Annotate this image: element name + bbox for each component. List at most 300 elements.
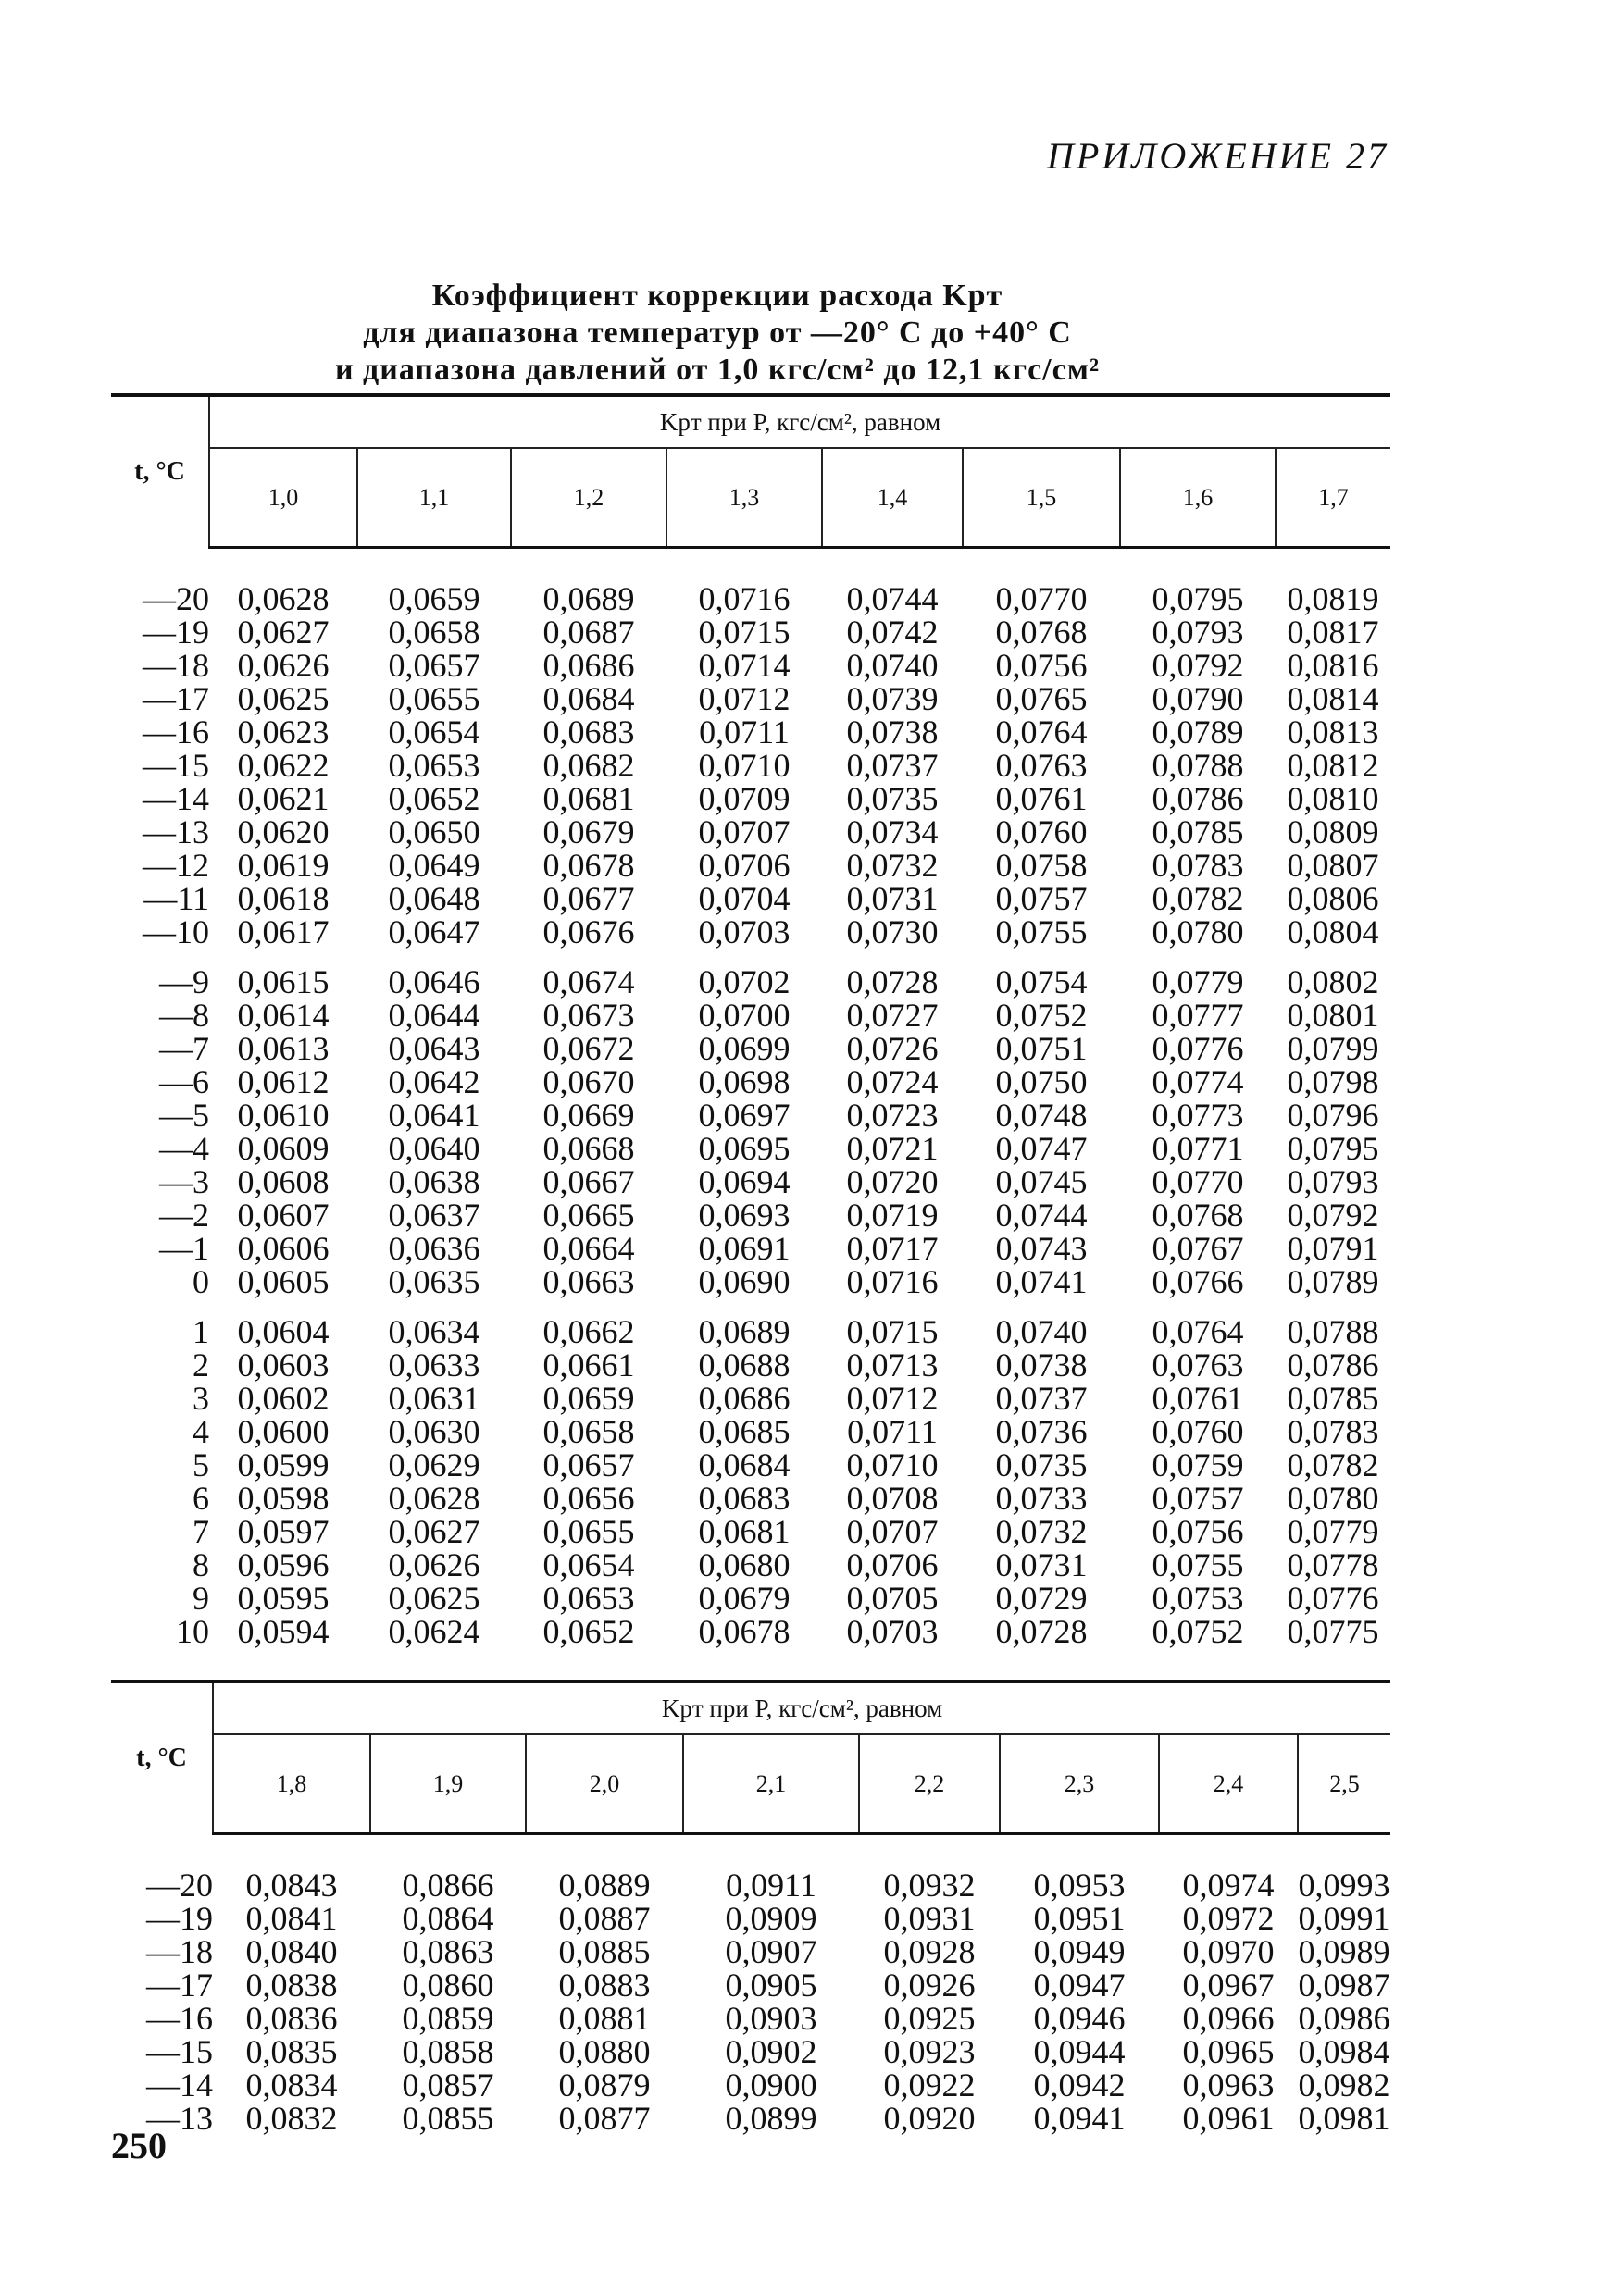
coefficient-cell: 0,0841 xyxy=(245,1900,338,1937)
table-row xyxy=(111,999,1390,1032)
t-column-header: t, °C xyxy=(111,1682,213,1834)
table-row xyxy=(111,1232,1390,1265)
coefficient-cell: 0,0600 xyxy=(237,1413,330,1450)
coefficient-cell: 0,0840 xyxy=(245,1933,338,1970)
coefficient-cell: 0,0628 xyxy=(388,1480,480,1517)
coefficient-cell: 0,0691 xyxy=(698,1230,791,1267)
coefficient-cell: 0,0788 xyxy=(1287,1313,1379,1350)
coefficient-cell: 0,0663 xyxy=(542,1263,635,1300)
coefficient-cell: 0,0739 xyxy=(846,680,939,717)
coefficient-cell: 0,0789 xyxy=(1287,1263,1379,1300)
t-column-header: t, °C xyxy=(111,395,209,548)
coefficient-cell: 0,0619 xyxy=(237,847,330,884)
coefficient-cell: 0,0810 xyxy=(1287,780,1379,817)
coefficient-cell: 0,0858 xyxy=(402,2033,494,2070)
coefficient-cell: 0,0680 xyxy=(698,1546,791,1583)
coefficient-cell: 0,0766 xyxy=(1152,1263,1244,1300)
coefficient-cell: 0,0752 xyxy=(1152,1613,1244,1650)
coefficient-cell: 0,0792 xyxy=(1152,647,1244,684)
coefficient-cell: 0,0668 xyxy=(542,1130,635,1167)
table-row xyxy=(111,849,1390,882)
coefficient-cell: 0,0684 xyxy=(542,680,635,717)
coefficient-cell: 0,0834 xyxy=(245,2066,338,2104)
coefficient-cell: 0,0748 xyxy=(995,1097,1088,1134)
coefficient-cell: 0,0603 xyxy=(237,1347,330,1384)
temperature-cell: 9 xyxy=(193,1580,209,1617)
appendix-title: ПРИЛОЖЕНИЕ 27 xyxy=(1047,135,1389,177)
coefficient-cell: 0,0690 xyxy=(698,1263,791,1300)
temperature-cell: —16 xyxy=(143,714,209,751)
coefficient-cell: 0,0993 xyxy=(1298,1867,1390,1904)
coefficient-cell: 0,0686 xyxy=(698,1380,791,1417)
temperature-cell: 6 xyxy=(193,1480,209,1517)
coefficient-cell: 0,0657 xyxy=(388,647,480,684)
coefficient-cell: 0,0814 xyxy=(1287,680,1379,717)
coefficient-cell: 0,0835 xyxy=(245,2033,338,2070)
coefficient-cell: 0,0707 xyxy=(846,1513,939,1550)
table-row xyxy=(111,1382,1390,1415)
coefficient-cell: 0,0776 xyxy=(1287,1580,1379,1617)
coefficient-cell: 0,0981 xyxy=(1298,2100,1390,2137)
coefficient-cell: 0,0942 xyxy=(1033,2066,1126,2104)
coefficient-cell: 0,0819 xyxy=(1287,580,1379,617)
coefficient-cell: 0,0755 xyxy=(1152,1546,1244,1583)
coefficient-cell: 0,0974 xyxy=(1182,1867,1275,1904)
coefficient-cell: 0,0951 xyxy=(1033,1900,1126,1937)
table-row xyxy=(111,782,1390,815)
coefficient-cell: 0,0991 xyxy=(1298,1900,1390,1937)
coefficient-cell: 0,0636 xyxy=(388,1230,480,1267)
coefficient-cell: 0,0641 xyxy=(388,1097,480,1134)
coefficient-cell: 0,0733 xyxy=(995,1480,1088,1517)
coefficient-cell: 0,0755 xyxy=(995,913,1088,950)
coefficient-cell: 0,0768 xyxy=(1152,1197,1244,1234)
coefficient-cell: 0,0659 xyxy=(388,580,480,617)
coefficient-cell: 0,0626 xyxy=(388,1546,480,1583)
coefficient-cell: 0,0785 xyxy=(1287,1380,1379,1417)
coefficient-cell: 0,0986 xyxy=(1298,2000,1390,2037)
temperature-cell: 0 xyxy=(193,1263,209,1300)
coefficient-cell: 0,0698 xyxy=(698,1063,791,1100)
table-row xyxy=(111,1198,1390,1232)
coefficient-cell: 0,0630 xyxy=(388,1413,480,1450)
coefficient-cell: 0,0724 xyxy=(846,1063,939,1100)
coefficient-cell: 0,0595 xyxy=(237,1580,330,1617)
temperature-cell: —12 xyxy=(143,847,209,884)
coefficient-cell: 0,0757 xyxy=(995,880,1088,917)
table-row xyxy=(111,915,1390,949)
coefficient-cell: 0,0726 xyxy=(846,1030,939,1067)
coefficient-cell: 0,0843 xyxy=(245,1867,338,1904)
coefficient-cell: 0,0743 xyxy=(995,1230,1088,1267)
coefficient-cell: 0,0714 xyxy=(698,647,791,684)
table-row xyxy=(111,1032,1390,1065)
pressure-header: 2,4 xyxy=(1159,1734,1298,1834)
coefficient-cell: 0,0723 xyxy=(846,1097,939,1134)
coefficient-cell: 0,0880 xyxy=(558,2033,651,2070)
table-row xyxy=(111,682,1390,715)
coefficient-cell: 0,0627 xyxy=(237,614,330,651)
coefficient-cell: 0,0618 xyxy=(237,880,330,917)
table-row xyxy=(111,1548,1390,1582)
pressure-header: 2,1 xyxy=(683,1734,859,1834)
coefficient-cell: 0,0679 xyxy=(698,1580,791,1617)
coefficient-cell: 0,0864 xyxy=(402,1900,494,1937)
coefficient-cell: 0,0931 xyxy=(883,1900,976,1937)
coefficient-cell: 0,0855 xyxy=(402,2100,494,2137)
coefficient-cell: 0,0629 xyxy=(388,1446,480,1483)
coefficient-cell: 0,0771 xyxy=(1152,1130,1244,1167)
coefficient-cell: 0,0786 xyxy=(1152,780,1244,817)
coefficient-cell: 0,0626 xyxy=(237,647,330,684)
coefficient-cell: 0,0946 xyxy=(1033,2000,1126,2037)
coefficient-cell: 0,0683 xyxy=(698,1480,791,1517)
coefficient-cell: 0,0816 xyxy=(1287,647,1379,684)
temperature-cell: —3 xyxy=(159,1163,209,1200)
coefficient-cell: 0,0605 xyxy=(237,1263,330,1300)
coefficient-cell: 0,0780 xyxy=(1152,913,1244,950)
coefficient-cell: 0,0757 xyxy=(1152,1480,1244,1517)
coefficient-cell: 0,0813 xyxy=(1287,714,1379,751)
coefficient-cell: 0,0783 xyxy=(1287,1413,1379,1450)
coefficient-cell: 0,0653 xyxy=(388,747,480,784)
coefficient-cell: 0,0599 xyxy=(237,1446,330,1483)
coefficient-cell: 0,0902 xyxy=(725,2033,817,2070)
table-row xyxy=(111,1348,1390,1382)
table-row xyxy=(111,715,1390,749)
coefficient-cell: 0,0620 xyxy=(237,813,330,850)
coefficient-cell: 0,0768 xyxy=(995,614,1088,651)
pressure-header: 1,4 xyxy=(822,448,963,548)
coefficient-cell: 0,0598 xyxy=(237,1480,330,1517)
coefficient-cell: 0,0711 xyxy=(847,1413,938,1450)
coefficient-cell: 0,0961 xyxy=(1182,2100,1275,2137)
coefficient-cell: 0,0638 xyxy=(388,1163,480,1200)
coefficient-cell: 0,0710 xyxy=(698,747,791,784)
coefficient-cell: 0,0740 xyxy=(995,1313,1088,1350)
coefficient-cell: 0,0594 xyxy=(237,1613,330,1650)
coefficient-cell: 0,0789 xyxy=(1152,714,1244,751)
coefficient-cell: 0,0761 xyxy=(995,780,1088,817)
coefficient-cell: 0,0866 xyxy=(402,1867,494,1904)
coefficient-cell: 0,0674 xyxy=(542,963,635,1000)
coefficient-cell: 0,0705 xyxy=(846,1580,939,1617)
pressure-header: 1,6 xyxy=(1120,448,1276,548)
coefficient-cell: 0,0735 xyxy=(995,1446,1088,1483)
temperature-cell: 7 xyxy=(193,1513,209,1550)
pressure-header: 1,3 xyxy=(666,448,822,548)
coefficient-cell: 0,0737 xyxy=(846,747,939,784)
coefficient-cell: 0,0602 xyxy=(237,1380,330,1417)
coefficient-cell: 0,0756 xyxy=(995,647,1088,684)
table-row xyxy=(111,1415,1390,1448)
coefficient-cell: 0,0653 xyxy=(542,1580,635,1617)
temperature-cell: —18 xyxy=(146,1933,213,1970)
coefficient-cell: 0,0809 xyxy=(1287,813,1379,850)
coefficient-cell: 0,0751 xyxy=(995,1030,1088,1067)
temperature-cell: —11 xyxy=(143,880,209,917)
temperature-cell: 5 xyxy=(193,1446,209,1483)
coefficient-cell: 0,0765 xyxy=(995,680,1088,717)
coefficient-cell: 0,0804 xyxy=(1287,913,1379,950)
coefficient-cell: 0,0706 xyxy=(846,1546,939,1583)
temperature-cell: —16 xyxy=(146,2000,213,2037)
coefficient-cell: 0,0905 xyxy=(725,1967,817,2004)
coefficient-cell: 0,0643 xyxy=(388,1030,480,1067)
coefficient-cell: 0,0928 xyxy=(883,1933,976,1970)
coefficient-cell: 0,0760 xyxy=(1152,1413,1244,1450)
coefficient-cell: 0,0881 xyxy=(558,2000,651,2037)
coefficient-cell: 0,0925 xyxy=(883,2000,976,2037)
temperature-cell: —14 xyxy=(146,2066,213,2104)
table-row xyxy=(111,1315,1390,1348)
coefficient-cell: 0,0712 xyxy=(846,1380,939,1417)
pressure-header: 1,7 xyxy=(1276,448,1390,548)
coefficient-cell: 0,0676 xyxy=(542,913,635,950)
table-row xyxy=(111,582,1390,615)
coefficient-cell: 0,0877 xyxy=(558,2100,651,2137)
coefficient-cell: 0,0715 xyxy=(846,1313,939,1350)
coefficient-cell: 0,0752 xyxy=(995,997,1088,1034)
temperature-cell: —2 xyxy=(159,1197,209,1234)
coefficient-cell: 0,0667 xyxy=(542,1163,635,1200)
coefficient-cell: 0,0707 xyxy=(698,813,791,850)
temperature-cell: —13 xyxy=(146,2100,213,2137)
temperature-cell: —14 xyxy=(143,780,209,817)
coefficient-cell: 0,0685 xyxy=(698,1413,791,1450)
coefficient-cell: 0,0677 xyxy=(542,880,635,917)
coefficient-cell: 0,0731 xyxy=(846,880,939,917)
temperature-cell: —17 xyxy=(146,1967,213,2004)
table-row xyxy=(111,1132,1390,1165)
coefficient-cell: 0,0627 xyxy=(388,1513,480,1550)
coefficient-cell: 0,0644 xyxy=(388,997,480,1034)
coefficient-cell: 0,0716 xyxy=(846,1263,939,1300)
coefficient-cell: 0,0780 xyxy=(1287,1480,1379,1517)
coefficient-cell: 0,0785 xyxy=(1152,813,1244,850)
coefficient-cell: 0,0788 xyxy=(1152,747,1244,784)
coefficient-cell: 0,0624 xyxy=(388,1613,480,1650)
temperature-cell: —7 xyxy=(159,1030,209,1067)
coefficient-cell: 0,0679 xyxy=(542,813,635,850)
temperature-cell: —15 xyxy=(143,747,209,784)
coefficient-cell: 0,0984 xyxy=(1298,2033,1390,2070)
coefficient-cell: 0,0796 xyxy=(1287,1097,1379,1134)
coefficient-cell: 0,0637 xyxy=(388,1197,480,1234)
coefficient-cell: 0,0774 xyxy=(1152,1063,1244,1100)
temperature-cell: —9 xyxy=(159,963,209,1000)
coefficient-cell: 0,0778 xyxy=(1287,1546,1379,1583)
coefficient-cell: 0,0761 xyxy=(1152,1380,1244,1417)
coefficient-cell: 0,0879 xyxy=(558,2066,651,2104)
coefficient-cell: 0,0970 xyxy=(1182,1933,1275,1970)
coefficient-cell: 0,0859 xyxy=(402,2000,494,2037)
coefficient-cell: 0,0697 xyxy=(698,1097,791,1134)
coefficient-cell: 0,0883 xyxy=(558,1967,651,2004)
coefficient-cell: 0,0860 xyxy=(402,1967,494,2004)
coefficient-cell: 0,0806 xyxy=(1287,880,1379,917)
coefficient-cell: 0,0920 xyxy=(883,2100,976,2137)
coefficient-cell: 0,0909 xyxy=(725,1900,817,1937)
coefficient-cell: 0,0650 xyxy=(388,813,480,850)
coefficient-cell: 0,0889 xyxy=(558,1867,651,1904)
coefficient-cell: 0,0764 xyxy=(1152,1313,1244,1350)
coefficient-cell: 0,0963 xyxy=(1182,2066,1275,2104)
coefficient-cell: 0,0612 xyxy=(237,1063,330,1100)
coefficient-cell: 0,0687 xyxy=(542,614,635,651)
coefficient-cell: 0,0966 xyxy=(1182,2000,1275,2037)
title-line-1: Коэффициент коррекции расхода Kpт xyxy=(431,279,1003,313)
coefficient-cell: 0,0932 xyxy=(883,1867,976,1904)
coefficient-cell: 0,0802 xyxy=(1287,963,1379,1000)
table-row xyxy=(111,1902,1390,1935)
coefficient-cell: 0,0652 xyxy=(388,780,480,817)
coefficient-cell: 0,0817 xyxy=(1287,614,1379,651)
coefficient-cell: 0,0922 xyxy=(883,2066,976,2104)
coefficient-cell: 0,0681 xyxy=(542,780,635,817)
coefficient-cell: 0,0731 xyxy=(995,1546,1088,1583)
coefficient-cell: 0,0631 xyxy=(388,1380,480,1417)
coefficient-cell: 0,0694 xyxy=(698,1163,791,1200)
coefficient-cell: 0,0678 xyxy=(698,1613,791,1650)
coefficient-cell: 0,0657 xyxy=(542,1446,635,1483)
coefficient-cell: 0,0836 xyxy=(245,2000,338,2037)
coefficient-cell: 0,0742 xyxy=(846,614,939,651)
coefficient-cell: 0,0614 xyxy=(237,997,330,1034)
coefficient-cell: 0,0728 xyxy=(846,963,939,1000)
coefficient-cell: 0,0773 xyxy=(1152,1097,1244,1134)
coefficient-cell: 0,0783 xyxy=(1152,847,1244,884)
coefficient-cell: 0,0758 xyxy=(995,847,1088,884)
table-row xyxy=(111,649,1390,682)
coefficient-cell: 0,0655 xyxy=(388,680,480,717)
table-title xyxy=(222,278,1213,389)
coefficient-cell: 0,0662 xyxy=(542,1313,635,1350)
coefficient-cell: 0,0782 xyxy=(1287,1446,1379,1483)
page-number: 250 xyxy=(111,2125,167,2166)
coefficient-cell: 0,0807 xyxy=(1287,847,1379,884)
coefficient-cell: 0,0832 xyxy=(245,2100,338,2137)
coefficient-cell: 0,0625 xyxy=(237,680,330,717)
coefficient-cell: 0,0665 xyxy=(542,1197,635,1234)
coefficient-cell: 0,0972 xyxy=(1182,1900,1275,1937)
coefficient-cell: 0,0775 xyxy=(1287,1613,1379,1650)
coefficient-cell: 0,0606 xyxy=(237,1230,330,1267)
coefficient-cell: 0,0795 xyxy=(1152,580,1244,617)
coefficient-cell: 0,0703 xyxy=(846,1613,939,1650)
coefficient-cell: 0,0987 xyxy=(1298,1967,1390,2004)
coefficient-cell: 0,0736 xyxy=(995,1413,1088,1450)
table-row xyxy=(111,1582,1390,1615)
coefficient-cell: 0,0863 xyxy=(402,1933,494,1970)
coefficient-cell: 0,0617 xyxy=(237,913,330,950)
table-row xyxy=(111,1448,1390,1482)
temperature-cell: —10 xyxy=(143,913,209,950)
coefficient-cell: 0,0792 xyxy=(1287,1197,1379,1234)
coefficient-cell: 0,0799 xyxy=(1287,1030,1379,1067)
table-row xyxy=(111,1615,1390,1648)
pressure-header: 1,2 xyxy=(511,448,666,548)
coefficient-cell: 0,0764 xyxy=(995,714,1088,751)
coefficient-cell: 0,0672 xyxy=(542,1030,635,1067)
coefficient-cell: 0,0907 xyxy=(725,1933,817,1970)
coefficient-cell: 0,0716 xyxy=(698,580,791,617)
coefficient-cell: 0,0779 xyxy=(1152,963,1244,1000)
coefficient-cell: 0,0727 xyxy=(846,997,939,1034)
coefficient-cell: 0,0710 xyxy=(846,1446,939,1483)
coefficient-cell: 0,0740 xyxy=(846,647,939,684)
pressure-group-header: Kpт при P, кгс/см², равном xyxy=(209,395,1390,448)
coefficient-cell: 0,0689 xyxy=(542,580,635,617)
coefficient-cell: 0,0622 xyxy=(237,747,330,784)
coefficient-cell: 0,0608 xyxy=(237,1163,330,1200)
coefficient-cell: 0,0613 xyxy=(237,1030,330,1067)
coefficient-cell: 0,0793 xyxy=(1152,614,1244,651)
pressure-header: 2,5 xyxy=(1298,1734,1390,1834)
coefficient-cell: 0,0703 xyxy=(698,913,791,950)
pressure-header: 2,3 xyxy=(1000,1734,1159,1834)
table-row xyxy=(111,1165,1390,1198)
coefficient-cell: 0,0857 xyxy=(402,2066,494,2104)
temperature-cell: —1 xyxy=(159,1230,209,1267)
coefficient-cell: 0,0745 xyxy=(995,1163,1088,1200)
coefficient-cell: 0,0635 xyxy=(388,1263,480,1300)
table-row xyxy=(111,1098,1390,1132)
coefficient-cell: 0,0715 xyxy=(698,614,791,651)
coefficient-cell: 0,0702 xyxy=(698,963,791,1000)
coefficient-cell: 0,0706 xyxy=(698,847,791,884)
coefficient-cell: 0,0721 xyxy=(846,1130,939,1167)
coefficient-cell: 0,0798 xyxy=(1287,1063,1379,1100)
coefficient-cell: 0,0661 xyxy=(542,1347,635,1384)
table-row xyxy=(111,615,1390,649)
coefficient-cell: 0,0732 xyxy=(846,847,939,884)
coefficient-cell: 0,0652 xyxy=(542,1613,635,1650)
coefficient-cell: 0,0686 xyxy=(542,647,635,684)
coefficient-cell: 0,0730 xyxy=(846,913,939,950)
temperature-cell: —6 xyxy=(159,1063,209,1100)
coefficient-cell: 0,0719 xyxy=(846,1197,939,1234)
coefficient-cell: 0,0941 xyxy=(1033,2100,1126,2137)
coefficient-cell: 0,0949 xyxy=(1033,1933,1126,1970)
temperature-cell: —8 xyxy=(159,997,209,1034)
temperature-cell: —20 xyxy=(146,1867,213,1904)
coefficient-cell: 0,0615 xyxy=(237,963,330,1000)
coefficient-cell: 0,0729 xyxy=(995,1580,1088,1617)
coefficient-cell: 0,0648 xyxy=(388,880,480,917)
coefficient-cell: 0,0681 xyxy=(698,1513,791,1550)
title-line-2: для диапазона температур от —20° С до +40° С xyxy=(363,316,1072,350)
coefficient-cell: 0,0923 xyxy=(883,2033,976,2070)
table-row xyxy=(111,815,1390,849)
table-row xyxy=(111,1515,1390,1548)
coefficient-cell: 0,0640 xyxy=(388,1130,480,1167)
coefficient-cell: 0,0982 xyxy=(1298,2066,1390,2104)
coefficient-cell: 0,0678 xyxy=(542,847,635,884)
coefficient-cell: 0,0738 xyxy=(995,1347,1088,1384)
coefficient-cell: 0,0717 xyxy=(846,1230,939,1267)
coefficient-cell: 0,0947 xyxy=(1033,1967,1126,2004)
coefficient-cell: 0,0776 xyxy=(1152,1030,1244,1067)
coefficient-cell: 0,0763 xyxy=(1152,1347,1244,1384)
coefficient-cell: 0,0967 xyxy=(1182,1967,1275,2004)
coefficient-cell: 0,0887 xyxy=(558,1900,651,1937)
pressure-group-header: Kpт при P, кгс/см², равном xyxy=(213,1682,1390,1734)
table-row xyxy=(111,2035,1390,2068)
coefficient-table-2 xyxy=(111,1680,1390,2135)
coefficient-cell: 0,0777 xyxy=(1152,997,1244,1034)
coefficient-cell: 0,0659 xyxy=(542,1380,635,1417)
